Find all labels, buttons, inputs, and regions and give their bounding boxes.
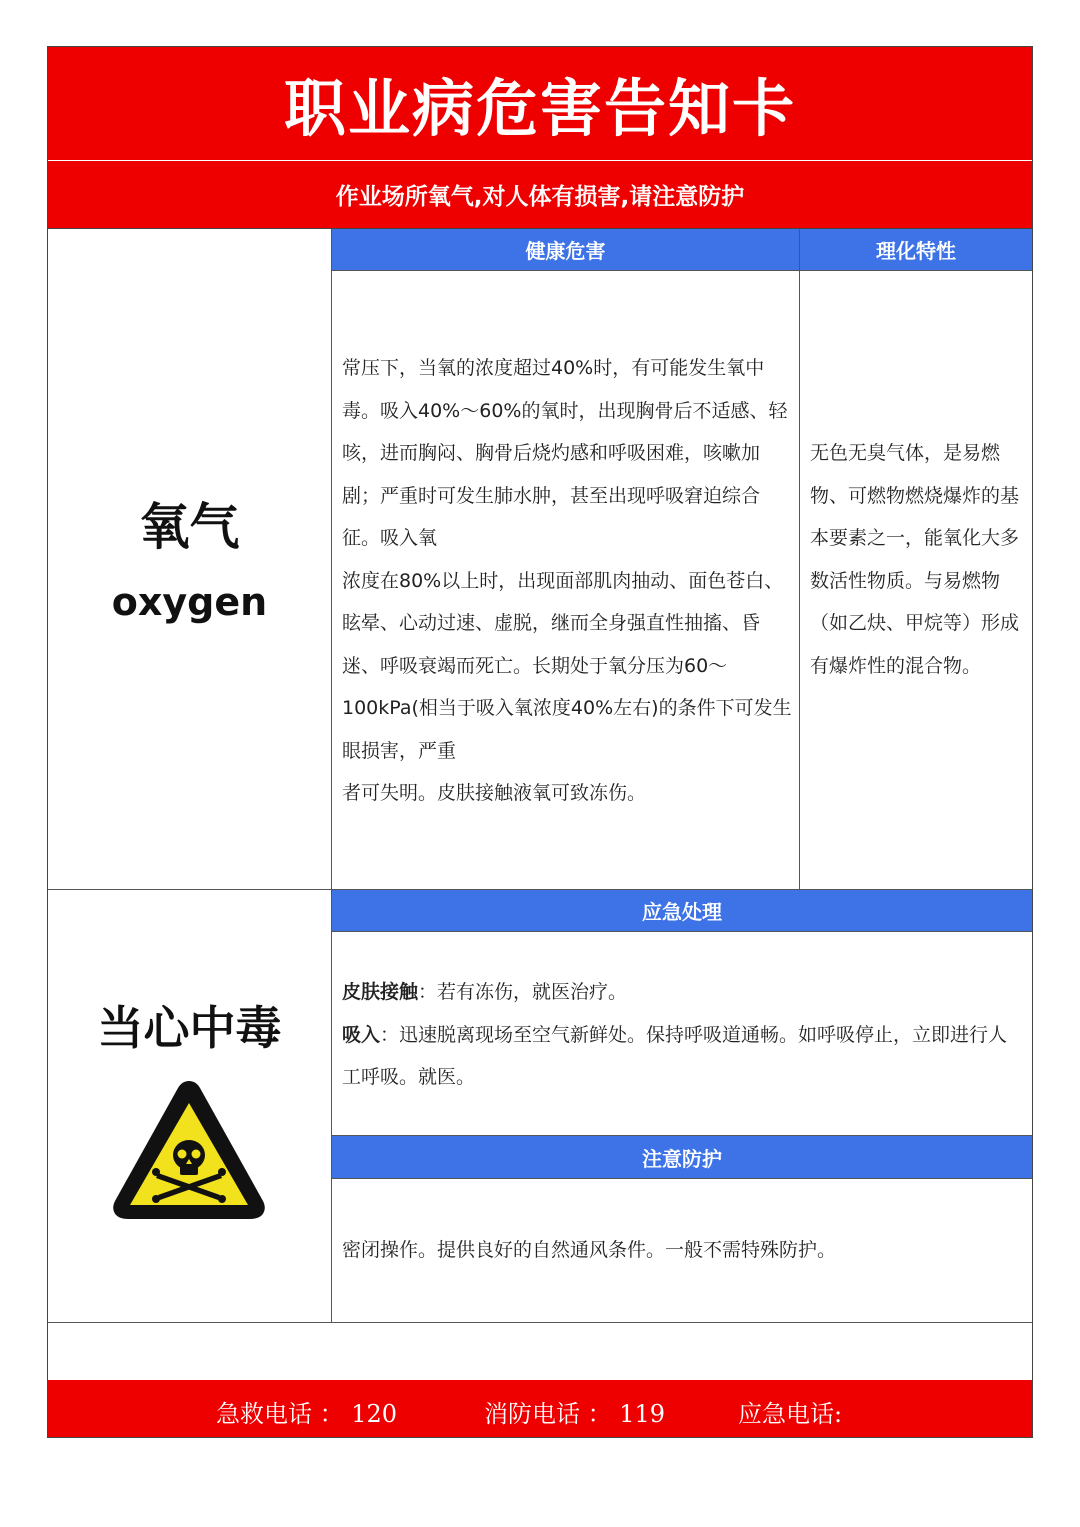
skull-crossbones-warning-icon bbox=[110, 1077, 268, 1222]
substance-name-en: oxygen bbox=[111, 580, 268, 624]
physchem-text: 无色无臭气体，是易燃物、可燃物燃烧爆炸的基本要素之一，能氧化大多数活性物质。与易燃物（如乙炔、甲烷等）形成有爆炸性的混合物。 bbox=[810, 442, 1020, 677]
physchem-heading: 理化特性 bbox=[800, 229, 1032, 271]
health-hazard-paragraph-1: 常压下，当氧的浓度超过40%时，有可能发生氧中毒。吸入40%～60%的氧时，出现胸骨后不适感、轻咳，进而胸闷、胸骨后烧灼感和呼吸困难，咳嗽加剧；严重时可发生肺水肿，甚至出现呼吸窘迫综合征。吸入氧 bbox=[342, 357, 788, 549]
card-title: 职业病危害告知卡 bbox=[48, 47, 1032, 161]
inhalation-text: ：迅速脱离现场至空气新鲜处。保持呼吸道通畅。如呼吸停止，立即进行人工呼吸。就医。 bbox=[342, 1023, 1008, 1088]
middle-column-divider bbox=[799, 229, 800, 889]
card-subtitle: 作业场所氧气,对人体有损害,请注意防护 bbox=[48, 161, 1032, 229]
emergency-heading: 应急处理 bbox=[332, 889, 1032, 932]
warning-title: 当心中毒 bbox=[97, 1001, 282, 1055]
skin-contact-text: ：若有冻伤，就医治疗。 bbox=[418, 981, 628, 1003]
first-aid-phone: 急救电话 ： 120 bbox=[216, 1400, 398, 1428]
health-hazard-heading: 健康危害 bbox=[332, 229, 799, 271]
skin-contact-label: 皮肤接触 bbox=[342, 981, 419, 1003]
substance-name-cn: 氧气 bbox=[139, 498, 240, 556]
protection-text: 密闭操作。提供良好的自然通风条件。一般不需特殊防护。 bbox=[342, 1239, 837, 1261]
emergency-phone-footer bbox=[48, 1380, 1032, 1437]
emergency-phone: 应急电话: bbox=[738, 1400, 843, 1428]
emergency-text bbox=[342, 971, 1025, 1099]
hazard-notice-card bbox=[47, 46, 1033, 1438]
protection-heading: 注意防护 bbox=[332, 1135, 1032, 1179]
inhalation-line bbox=[342, 1014, 1025, 1099]
health-hazard-paragraph-3: 者可失明。皮肤接触液氧可致冻伤。 bbox=[342, 782, 647, 804]
skin-contact-line bbox=[342, 971, 1025, 1014]
row-divider-2 bbox=[48, 1322, 1032, 1323]
health-hazard-text bbox=[342, 347, 794, 815]
fire-phone: 消防电话 ： 119 bbox=[484, 1400, 666, 1428]
inhalation-label: 吸入 bbox=[342, 1023, 381, 1046]
health-hazard-paragraph-2: 浓度在80%以上时，出现面部肌肉抽动、面色苍白、眩晕、心动过速、虚脱，继而全身强直性抽搐、昏迷、呼吸衰竭而死亡。长期处于氧分压为60～100kPa(相当于吸入氧浓度40%左右)的条件下可发生眼损害，严重 bbox=[342, 569, 792, 762]
